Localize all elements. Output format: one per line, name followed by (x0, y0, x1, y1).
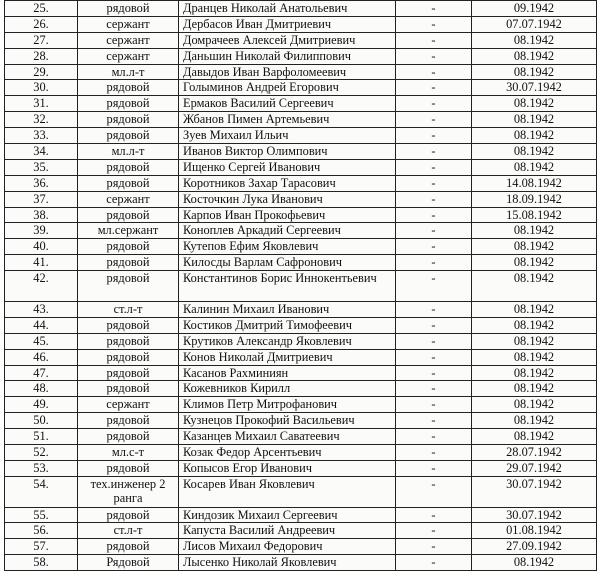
date-cell: 09.1942 (472, 1, 597, 17)
dash-cell: - (396, 32, 472, 48)
date-cell: 15.08.1942 (472, 207, 597, 223)
full-name-cell: Коротников Захар Тарасович (179, 175, 396, 191)
date-cell: 08.1942 (472, 128, 597, 144)
table-row (5, 255, 597, 271)
rank-cell: рядовой (78, 239, 179, 255)
rank-cell: мл.сержант (78, 223, 179, 239)
date-cell: 08.1942 (472, 555, 597, 571)
row-number: 32. (5, 112, 78, 128)
full-name-cell: Косточкин Лука Иванович (179, 191, 396, 207)
dash-cell: - (396, 1, 472, 17)
table-row (5, 96, 597, 112)
rank-cell: рядовой (78, 317, 179, 333)
dash-cell: - (396, 507, 472, 523)
row-number: 43. (5, 301, 78, 317)
table-row (5, 317, 597, 333)
date-cell: 08.1942 (472, 413, 597, 429)
table-row (5, 381, 597, 397)
row-number: 42. (5, 271, 78, 302)
rank-cell: Рядовой (78, 555, 179, 571)
dash-cell: - (396, 175, 472, 191)
dash-cell: - (396, 365, 472, 381)
row-number: 46. (5, 349, 78, 365)
row-number: 28. (5, 48, 78, 64)
full-name-cell: Константинов Борис Иннокентьевич (179, 271, 396, 302)
row-number: 49. (5, 397, 78, 413)
rank-cell: мл.л-т (78, 144, 179, 160)
rank-cell: мл.л-т (78, 64, 179, 80)
full-name-cell: Костиков Дмитрий Тимофеевич (179, 317, 396, 333)
rank-cell: тех.инженер 2 ранга (78, 476, 179, 507)
row-number: 53. (5, 460, 78, 476)
date-cell: 08.1942 (472, 397, 597, 413)
dash-cell: - (396, 301, 472, 317)
row-number: 29. (5, 64, 78, 80)
rank-cell: ст.л-т (78, 523, 179, 539)
table-row (5, 32, 597, 48)
full-name-cell: Иванов Виктор Олимпович (179, 144, 396, 160)
rank-cell: рядовой (78, 460, 179, 476)
date-cell: 07.07.1942 (472, 16, 597, 32)
full-name-cell: Карпов Иван Прокофьевич (179, 207, 396, 223)
rank-cell: рядовой (78, 96, 179, 112)
date-cell: 08.1942 (472, 271, 597, 302)
date-cell: 08.1942 (472, 32, 597, 48)
row-number: 40. (5, 239, 78, 255)
rank-cell: рядовой (78, 507, 179, 523)
table-row (5, 48, 597, 64)
full-name-cell: Климов Петр Митрофанович (179, 397, 396, 413)
row-number: 41. (5, 255, 78, 271)
table-row (5, 239, 597, 255)
date-cell: 08.1942 (472, 144, 597, 160)
dash-cell: - (396, 239, 472, 255)
table-row (5, 333, 597, 349)
dash-cell: - (396, 64, 472, 80)
table-row (5, 112, 597, 128)
table-row (5, 271, 597, 302)
row-number: 51. (5, 429, 78, 445)
row-number: 25. (5, 1, 78, 17)
dash-cell: - (396, 16, 472, 32)
dash-cell: - (396, 381, 472, 397)
dash-cell: - (396, 397, 472, 413)
date-cell: 30.07.1942 (472, 80, 597, 96)
dash-cell: - (396, 223, 472, 239)
dash-cell: - (396, 539, 472, 555)
date-cell: 28.07.1942 (472, 444, 597, 460)
date-cell: 08.1942 (472, 333, 597, 349)
table-row (5, 301, 597, 317)
dash-cell: - (396, 48, 472, 64)
dash-cell: - (396, 429, 472, 445)
rank-cell: рядовой (78, 271, 179, 302)
row-number: 55. (5, 507, 78, 523)
table-row (5, 349, 597, 365)
casualty-table (4, 0, 597, 571)
date-cell: 29.07.1942 (472, 460, 597, 476)
document-page (4, 0, 596, 571)
row-number: 37. (5, 191, 78, 207)
row-number: 35. (5, 159, 78, 175)
table-row (5, 191, 597, 207)
table-row (5, 555, 597, 571)
full-name-cell: Жбанов Пимен Артемьевич (179, 112, 396, 128)
rank-cell: сержант (78, 16, 179, 32)
date-cell: 08.1942 (472, 112, 597, 128)
row-number: 38. (5, 207, 78, 223)
rank-cell: рядовой (78, 80, 179, 96)
full-name-cell: Лисов Михаил Федорович (179, 539, 396, 555)
full-name-cell: Кожевников Кирилл (179, 381, 396, 397)
dash-cell: - (396, 349, 472, 365)
row-number: 47. (5, 365, 78, 381)
date-cell: 08.1942 (472, 349, 597, 365)
rank-cell: сержант (78, 32, 179, 48)
dash-cell: - (396, 271, 472, 302)
full-name-cell: Даньшин Николай Филиппович (179, 48, 396, 64)
table-row (5, 365, 597, 381)
date-cell: 08.1942 (472, 64, 597, 80)
table-row (5, 429, 597, 445)
full-name-cell: Голыминов Андрей Егорович (179, 80, 396, 96)
date-cell: 08.1942 (472, 96, 597, 112)
dash-cell: - (396, 413, 472, 429)
row-number: 50. (5, 413, 78, 429)
rank-cell: рядовой (78, 207, 179, 223)
table-row (5, 80, 597, 96)
date-cell: 01.08.1942 (472, 523, 597, 539)
full-name-cell: Зуев Михаил Ильич (179, 128, 396, 144)
dash-cell: - (396, 144, 472, 160)
table-row (5, 207, 597, 223)
table-row (5, 507, 597, 523)
dash-cell: - (396, 159, 472, 175)
table-row (5, 460, 597, 476)
row-number: 27. (5, 32, 78, 48)
table-row (5, 128, 597, 144)
rank-cell: рядовой (78, 349, 179, 365)
rank-cell: рядовой (78, 413, 179, 429)
rank-cell: рядовой (78, 539, 179, 555)
full-name-cell: Ищенко Сергей Иванович (179, 159, 396, 175)
full-name-cell: Килосды Варлам Сафронович (179, 255, 396, 271)
dash-cell: - (396, 333, 472, 349)
dash-cell: - (396, 444, 472, 460)
row-number: 52. (5, 444, 78, 460)
row-number: 39. (5, 223, 78, 239)
row-number: 36. (5, 175, 78, 191)
rank-cell: рядовой (78, 159, 179, 175)
full-name-cell: Касанов Рахминиян (179, 365, 396, 381)
row-number: 33. (5, 128, 78, 144)
dash-cell: - (396, 96, 472, 112)
row-number: 44. (5, 317, 78, 333)
rank-cell: рядовой (78, 333, 179, 349)
table-row (5, 159, 597, 175)
full-name-cell: Конов Николай Дмитриевич (179, 349, 396, 365)
full-name-cell: Ермаков Василий Сергеевич (179, 96, 396, 112)
dash-cell: - (396, 317, 472, 333)
rank-cell: рядовой (78, 365, 179, 381)
table-body (5, 1, 597, 571)
full-name-cell: Копысов Егор Иванович (179, 460, 396, 476)
row-number: 56. (5, 523, 78, 539)
rank-cell: сержант (78, 191, 179, 207)
dash-cell: - (396, 255, 472, 271)
date-cell: 08.1942 (472, 159, 597, 175)
full-name-cell: Домрачеев Алексей Дмитриевич (179, 32, 396, 48)
dash-cell: - (396, 207, 472, 223)
table-row (5, 1, 597, 17)
date-cell: 08.1942 (472, 365, 597, 381)
full-name-cell: Киндозик Михаил Сергеевич (179, 507, 396, 523)
date-cell: 18.09.1942 (472, 191, 597, 207)
full-name-cell: Крутиков Александр Яковлевич (179, 333, 396, 349)
full-name-cell: Козак Федор Арсентьевич (179, 444, 396, 460)
date-cell: 08.1942 (472, 48, 597, 64)
rank-cell: рядовой (78, 112, 179, 128)
full-name-cell: Лысенко Николай Яковлевич (179, 555, 396, 571)
full-name-cell: Коноплев Аркадий Сергеевич (179, 223, 396, 239)
date-cell: 08.1942 (472, 255, 597, 271)
row-number: 31. (5, 96, 78, 112)
rank-cell: сержант (78, 397, 179, 413)
date-cell: 08.1942 (472, 223, 597, 239)
date-cell: 08.1942 (472, 239, 597, 255)
full-name-cell: Калинин Михаил Иванович (179, 301, 396, 317)
rank-cell: рядовой (78, 255, 179, 271)
table-row (5, 444, 597, 460)
rank-cell: рядовой (78, 429, 179, 445)
table-row (5, 223, 597, 239)
table-row (5, 144, 597, 160)
dash-cell: - (396, 555, 472, 571)
row-number: 30. (5, 80, 78, 96)
rank-cell: рядовой (78, 175, 179, 191)
full-name-cell: Дербасов Иван Дмитриевич (179, 16, 396, 32)
table-row (5, 476, 597, 507)
full-name-cell: Капуста Василий Андреевич (179, 523, 396, 539)
row-number: 26. (5, 16, 78, 32)
full-name-cell: Казанцев Михаил Саватеевич (179, 429, 396, 445)
rank-cell: рядовой (78, 1, 179, 17)
rank-cell: ст.л-т (78, 301, 179, 317)
date-cell: 30.07.1942 (472, 507, 597, 523)
date-cell: 27.09.1942 (472, 539, 597, 555)
row-number: 34. (5, 144, 78, 160)
rank-cell: рядовой (78, 381, 179, 397)
full-name-cell: Дранцев Николай Анатольевич (179, 1, 396, 17)
date-cell: 08.1942 (472, 301, 597, 317)
row-number: 48. (5, 381, 78, 397)
dash-cell: - (396, 191, 472, 207)
full-name-cell: Кутепов Ефим Яковлевич (179, 239, 396, 255)
full-name-cell: Давыдов Иван Варфоломеевич (179, 64, 396, 80)
dash-cell: - (396, 112, 472, 128)
dash-cell: - (396, 128, 472, 144)
dash-cell: - (396, 80, 472, 96)
table-row (5, 64, 597, 80)
dash-cell: - (396, 460, 472, 476)
dash-cell: - (396, 476, 472, 507)
table-row (5, 397, 597, 413)
date-cell: 08.1942 (472, 381, 597, 397)
full-name-cell: Косарев Иван Яковлевич (179, 476, 396, 507)
row-number: 54. (5, 476, 78, 507)
row-number: 57. (5, 539, 78, 555)
table-row (5, 523, 597, 539)
table-row (5, 16, 597, 32)
date-cell: 30.07.1942 (472, 476, 597, 507)
rank-cell: мл.с-т (78, 444, 179, 460)
table-row (5, 413, 597, 429)
date-cell: 14.08.1942 (472, 175, 597, 191)
date-cell: 08.1942 (472, 317, 597, 333)
row-number: 45. (5, 333, 78, 349)
rank-cell: сержант (78, 48, 179, 64)
full-name-cell: Кузнецов Прокофий Васильевич (179, 413, 396, 429)
date-cell: 08.1942 (472, 429, 597, 445)
row-number: 58. (5, 555, 78, 571)
table-row (5, 539, 597, 555)
table-row (5, 175, 597, 191)
dash-cell: - (396, 523, 472, 539)
rank-cell: рядовой (78, 128, 179, 144)
